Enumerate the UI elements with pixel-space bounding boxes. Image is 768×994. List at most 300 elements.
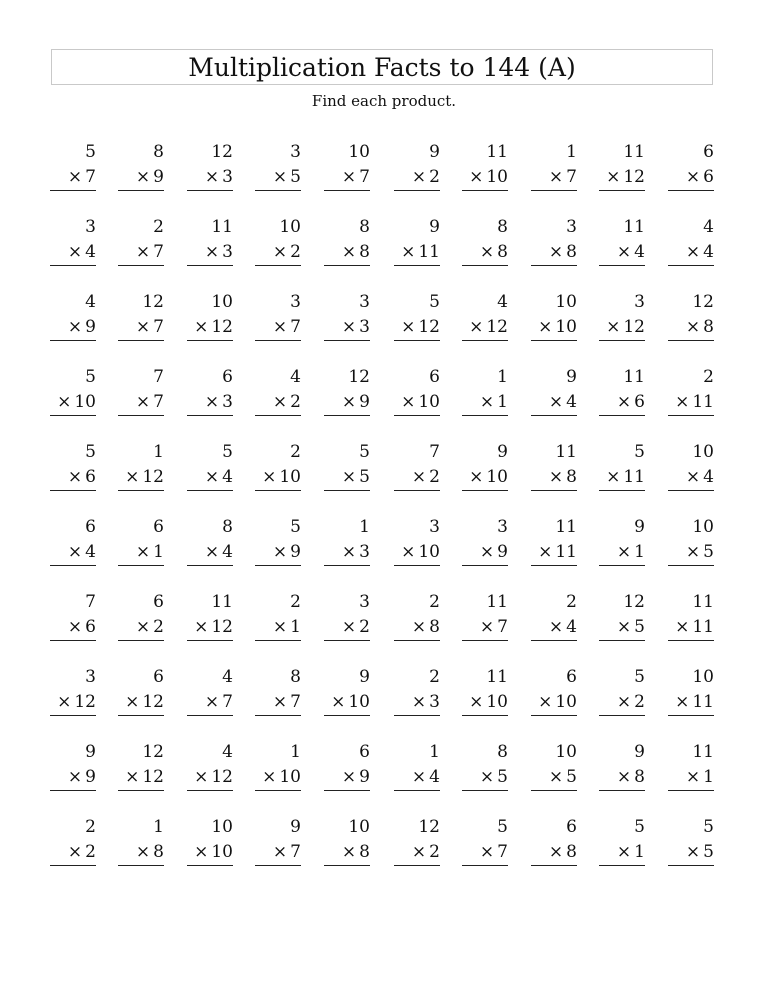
multiply-sign: × <box>341 242 357 262</box>
answer-line <box>255 340 301 341</box>
multiply-sign: × <box>341 617 357 637</box>
problem-bottom-number: 5 <box>634 617 645 637</box>
answer-line <box>668 265 714 266</box>
answer-line <box>531 790 577 791</box>
problem-bottom-number: 1 <box>290 617 301 637</box>
problem-bottom-number: 7 <box>290 692 301 712</box>
answer-line <box>324 340 370 341</box>
answer-line <box>668 865 714 866</box>
multiply-sign: × <box>125 692 140 712</box>
problem-bottom-number: 10 <box>486 692 508 712</box>
multiply-sign: × <box>341 542 357 562</box>
multiply-sign: × <box>272 617 288 637</box>
multiply-sign: × <box>469 467 484 487</box>
problem-bottom-number: 7 <box>290 317 301 337</box>
problem-bottom-number: 9 <box>359 767 370 787</box>
answer-line <box>187 565 233 566</box>
multiply-sign: × <box>341 767 357 787</box>
problem-top-number: 4 <box>222 742 233 762</box>
problem-top-number: 1 <box>566 142 577 162</box>
problem-bottom-row <box>187 467 233 487</box>
answer-line <box>255 715 301 716</box>
problem-bottom-number: 8 <box>359 842 370 862</box>
problem-bottom-number: 4 <box>566 392 577 412</box>
problem-bottom-row <box>599 842 645 862</box>
problem-top-number: 10 <box>211 817 233 837</box>
problem-bottom-number: 2 <box>290 392 301 412</box>
answer-line <box>668 790 714 791</box>
problem-bottom-row <box>462 692 508 712</box>
problem-bottom-number: 5 <box>703 842 714 862</box>
answer-line <box>50 715 96 716</box>
multiply-sign: × <box>548 167 564 187</box>
problem-bottom-number: 7 <box>222 692 233 712</box>
answer-line <box>50 415 96 416</box>
problem-bottom-row <box>50 542 96 562</box>
answer-line <box>118 715 164 716</box>
answer-line <box>394 640 440 641</box>
problem-bottom-row <box>50 317 96 337</box>
multiply-sign: × <box>135 542 151 562</box>
problem-top-number: 1 <box>497 367 508 387</box>
answer-line <box>599 190 645 191</box>
problem-top-number: 12 <box>348 367 370 387</box>
problem-bottom-number: 3 <box>429 692 440 712</box>
multiply-sign: × <box>204 692 220 712</box>
problem-bottom-number: 9 <box>359 392 370 412</box>
answer-line <box>50 790 96 791</box>
problem-bottom-number: 12 <box>74 692 96 712</box>
problem-bottom-row <box>50 767 96 787</box>
multiply-sign: × <box>606 317 621 337</box>
multiply-sign: × <box>469 317 484 337</box>
problem-top-number: 2 <box>566 592 577 612</box>
multiply-sign: × <box>616 542 632 562</box>
problem-bottom-row <box>255 317 301 337</box>
multiply-sign: × <box>67 167 83 187</box>
problem-bottom-number: 12 <box>486 317 508 337</box>
problem-bottom-row <box>462 392 508 412</box>
problem-bottom-number: 7 <box>290 842 301 862</box>
answer-line <box>668 190 714 191</box>
problem-top-number: 5 <box>634 667 645 687</box>
multiply-sign: × <box>272 167 288 187</box>
problem-bottom-number: 1 <box>703 767 714 787</box>
multiply-sign: × <box>411 467 427 487</box>
answer-line <box>118 190 164 191</box>
multiply-sign: × <box>262 467 277 487</box>
multiply-sign: × <box>616 617 632 637</box>
multiply-sign: × <box>272 317 288 337</box>
problem-bottom-row <box>324 692 370 712</box>
problem-top-number: 10 <box>348 142 370 162</box>
answer-line <box>531 715 577 716</box>
problem-bottom-row <box>118 167 164 187</box>
multiply-sign: × <box>685 167 701 187</box>
page-title: Multiplication Facts to 144 (A) <box>188 52 576 82</box>
multiply-sign: × <box>479 242 495 262</box>
problem-bottom-row <box>255 392 301 412</box>
answer-line <box>324 790 370 791</box>
problem-bottom-row <box>668 392 714 412</box>
problem-top-number: 11 <box>486 667 508 687</box>
problem-bottom-row <box>187 392 233 412</box>
problem-top-number: 1 <box>359 517 370 537</box>
multiply-sign: × <box>479 392 495 412</box>
problem-top-number: 10 <box>279 217 301 237</box>
multiply-sign: × <box>272 392 288 412</box>
multiply-sign: × <box>675 392 690 412</box>
multiply-sign: × <box>548 467 564 487</box>
problem-bottom-number: 10 <box>486 167 508 187</box>
problem-top-number: 2 <box>290 442 301 462</box>
answer-line <box>531 640 577 641</box>
problem-bottom-number: 10 <box>555 692 577 712</box>
answer-line <box>599 565 645 566</box>
problem-bottom-row <box>187 317 233 337</box>
problem-bottom-row <box>187 617 233 637</box>
answer-line <box>187 790 233 791</box>
problem-top-number: 5 <box>497 817 508 837</box>
problem-bottom-row <box>187 542 233 562</box>
problem-bottom-row <box>50 692 96 712</box>
problem-top-number: 2 <box>429 592 440 612</box>
problem-bottom-row <box>50 167 96 187</box>
answer-line <box>324 415 370 416</box>
answer-line <box>187 865 233 866</box>
answer-line <box>531 190 577 191</box>
answer-line <box>462 190 508 191</box>
multiply-sign: × <box>194 317 209 337</box>
problem-top-number: 6 <box>429 367 440 387</box>
answer-line <box>50 490 96 491</box>
multiply-sign: × <box>479 617 495 637</box>
problem-bottom-row <box>394 317 440 337</box>
problem-bottom-number: 4 <box>566 617 577 637</box>
problem-top-number: 1 <box>153 442 164 462</box>
multiply-sign: × <box>135 842 151 862</box>
problem-bottom-row <box>118 242 164 262</box>
answer-line <box>187 415 233 416</box>
answer-line <box>531 490 577 491</box>
problem-bottom-number: 7 <box>153 392 164 412</box>
problem-bottom-row <box>255 167 301 187</box>
problem-top-number: 8 <box>290 667 301 687</box>
problem-bottom-row <box>187 167 233 187</box>
multiply-sign: × <box>272 842 288 862</box>
answer-line <box>255 190 301 191</box>
multiply-sign: × <box>204 542 220 562</box>
problem-bottom-number: 2 <box>359 617 370 637</box>
problem-bottom-row <box>462 767 508 787</box>
problem-top-number: 3 <box>634 292 645 312</box>
problem-bottom-number: 7 <box>497 617 508 637</box>
problem-bottom-number: 6 <box>634 392 645 412</box>
problem-bottom-number: 5 <box>566 767 577 787</box>
multiply-sign: × <box>616 692 632 712</box>
problem-bottom-row <box>599 767 645 787</box>
problem-bottom-number: 7 <box>153 242 164 262</box>
multiply-sign: × <box>548 617 564 637</box>
problem-top-number: 10 <box>692 517 714 537</box>
problem-bottom-row <box>668 542 714 562</box>
problem-top-number: 9 <box>290 817 301 837</box>
problem-bottom-row <box>668 692 714 712</box>
multiply-sign: × <box>548 842 564 862</box>
problem-bottom-number: 7 <box>359 167 370 187</box>
multiply-sign: × <box>272 692 288 712</box>
answer-line <box>531 415 577 416</box>
problem-bottom-number: 3 <box>222 242 233 262</box>
answer-line <box>599 640 645 641</box>
problem-bottom-number: 6 <box>85 467 96 487</box>
answer-line <box>394 415 440 416</box>
problem-bottom-number: 6 <box>703 167 714 187</box>
problem-bottom-number: 12 <box>623 167 645 187</box>
problem-bottom-row <box>394 242 440 262</box>
problem-bottom-number: 12 <box>623 317 645 337</box>
problem-bottom-number: 10 <box>279 467 301 487</box>
problem-top-number: 3 <box>359 592 370 612</box>
multiply-sign: × <box>125 767 140 787</box>
answer-line <box>255 415 301 416</box>
answer-line <box>50 190 96 191</box>
multiply-sign: × <box>331 692 346 712</box>
multiply-sign: × <box>675 692 690 712</box>
problem-bottom-number: 2 <box>429 467 440 487</box>
multiply-sign: × <box>685 467 701 487</box>
instructions: Find each product. <box>311 92 457 110</box>
problem-top-number: 3 <box>497 517 508 537</box>
answer-line <box>462 790 508 791</box>
problem-bottom-row <box>118 542 164 562</box>
problem-bottom-number: 8 <box>429 617 440 637</box>
multiply-sign: × <box>606 467 621 487</box>
problem-top-number: 12 <box>692 292 714 312</box>
problem-bottom-number: 4 <box>85 542 96 562</box>
problem-bottom-row <box>255 242 301 262</box>
problem-bottom-row <box>324 467 370 487</box>
answer-line <box>668 565 714 566</box>
problem-top-number: 3 <box>85 217 96 237</box>
answer-line <box>187 265 233 266</box>
multiply-sign: × <box>616 242 632 262</box>
problem-top-number: 3 <box>85 667 96 687</box>
multiply-sign: × <box>548 242 564 262</box>
answer-line <box>599 415 645 416</box>
problem-top-number: 3 <box>429 517 440 537</box>
problem-top-number: 10 <box>555 742 577 762</box>
problem-top-number: 8 <box>497 217 508 237</box>
problem-bottom-number: 4 <box>222 467 233 487</box>
multiply-sign: × <box>67 242 83 262</box>
answer-line <box>668 415 714 416</box>
problem-top-number: 3 <box>290 142 301 162</box>
problem-bottom-row <box>531 692 577 712</box>
multiply-sign: × <box>67 617 83 637</box>
problem-bottom-number: 8 <box>634 767 645 787</box>
multiply-sign: × <box>57 392 72 412</box>
problem-top-number: 6 <box>222 367 233 387</box>
problem-top-number: 12 <box>623 592 645 612</box>
problem-top-number: 6 <box>703 142 714 162</box>
problem-bottom-row <box>668 317 714 337</box>
multiply-sign: × <box>341 317 357 337</box>
multiply-sign: × <box>341 392 357 412</box>
problem-top-number: 11 <box>623 367 645 387</box>
problem-bottom-number: 10 <box>418 542 440 562</box>
answer-line <box>324 565 370 566</box>
answer-line <box>187 640 233 641</box>
answer-line <box>462 640 508 641</box>
answer-line <box>255 265 301 266</box>
problem-bottom-number: 8 <box>566 842 577 862</box>
problem-top-number: 6 <box>153 592 164 612</box>
problem-top-number: 6 <box>153 517 164 537</box>
multiply-sign: × <box>411 167 427 187</box>
problem-top-number: 8 <box>222 517 233 537</box>
multiply-sign: × <box>67 542 83 562</box>
problem-bottom-number: 12 <box>142 467 164 487</box>
answer-line <box>50 340 96 341</box>
answer-line <box>394 265 440 266</box>
problem-top-number: 5 <box>634 817 645 837</box>
problem-top-number: 6 <box>153 667 164 687</box>
multiply-sign: × <box>548 392 564 412</box>
problem-bottom-row <box>462 842 508 862</box>
multiply-sign: × <box>401 542 416 562</box>
problem-bottom-row <box>118 617 164 637</box>
problem-top-number: 4 <box>85 292 96 312</box>
problem-bottom-row <box>531 242 577 262</box>
answer-line <box>668 715 714 716</box>
problem-top-number: 5 <box>85 442 96 462</box>
problem-bottom-row <box>394 767 440 787</box>
problem-bottom-row <box>118 467 164 487</box>
problem-bottom-number: 2 <box>429 167 440 187</box>
problem-bottom-number: 5 <box>290 167 301 187</box>
answer-line <box>462 265 508 266</box>
answer-line <box>255 790 301 791</box>
problem-bottom-row <box>255 467 301 487</box>
problem-bottom-number: 8 <box>497 242 508 262</box>
problem-top-number: 8 <box>359 217 370 237</box>
problem-bottom-number: 10 <box>74 392 96 412</box>
multiply-sign: × <box>616 767 632 787</box>
answer-line <box>462 715 508 716</box>
problem-bottom-number: 3 <box>222 392 233 412</box>
problem-bottom-number: 10 <box>348 692 370 712</box>
problem-bottom-row <box>531 167 577 187</box>
problem-bottom-row <box>324 767 370 787</box>
answer-line <box>394 190 440 191</box>
answer-line <box>50 565 96 566</box>
problem-bottom-number: 12 <box>142 767 164 787</box>
problem-bottom-number: 9 <box>290 542 301 562</box>
problem-top-number: 9 <box>85 742 96 762</box>
problem-bottom-row <box>255 692 301 712</box>
multiply-sign: × <box>194 842 209 862</box>
multiply-sign: × <box>685 542 701 562</box>
problem-bottom-row <box>50 242 96 262</box>
answer-line <box>255 865 301 866</box>
answer-line <box>599 265 645 266</box>
problem-bottom-row <box>462 167 508 187</box>
answer-line <box>462 415 508 416</box>
multiply-sign: × <box>479 842 495 862</box>
problem-bottom-number: 4 <box>703 467 714 487</box>
multiply-sign: × <box>204 167 220 187</box>
answer-line <box>394 865 440 866</box>
problem-bottom-row <box>50 392 96 412</box>
problem-top-number: 9 <box>634 517 645 537</box>
problem-bottom-row <box>599 467 645 487</box>
answer-line <box>531 340 577 341</box>
problem-top-number: 11 <box>623 217 645 237</box>
problem-bottom-row <box>531 317 577 337</box>
multiply-sign: × <box>411 767 427 787</box>
problem-bottom-number: 12 <box>211 617 233 637</box>
problem-bottom-row <box>668 167 714 187</box>
problem-top-number: 11 <box>486 142 508 162</box>
multiply-sign: × <box>606 167 621 187</box>
problem-bottom-number: 1 <box>497 392 508 412</box>
multiply-sign: × <box>67 842 83 862</box>
multiply-sign: × <box>194 767 209 787</box>
problem-bottom-row <box>531 392 577 412</box>
answer-line <box>324 865 370 866</box>
answer-line <box>187 340 233 341</box>
answer-line <box>531 265 577 266</box>
problem-bottom-number: 7 <box>497 842 508 862</box>
problem-bottom-row <box>462 317 508 337</box>
multiply-sign: × <box>538 692 553 712</box>
problem-bottom-row <box>324 317 370 337</box>
problem-bottom-number: 4 <box>222 542 233 562</box>
problem-bottom-row <box>531 767 577 787</box>
multiply-sign: × <box>469 692 484 712</box>
problem-top-number: 4 <box>497 292 508 312</box>
problem-bottom-number: 11 <box>418 242 440 262</box>
multiply-sign: × <box>341 167 357 187</box>
multiply-sign: × <box>272 542 288 562</box>
answer-line <box>118 415 164 416</box>
answer-line <box>324 640 370 641</box>
problem-bottom-row <box>324 542 370 562</box>
problem-top-number: 10 <box>555 292 577 312</box>
problem-bottom-row <box>599 167 645 187</box>
multiply-sign: × <box>57 692 72 712</box>
problem-bottom-number: 9 <box>497 542 508 562</box>
multiply-sign: × <box>479 767 495 787</box>
answer-line <box>255 490 301 491</box>
multiply-sign: × <box>341 467 357 487</box>
multiply-sign: × <box>685 767 701 787</box>
problem-bottom-number: 11 <box>555 542 577 562</box>
problem-bottom-row <box>50 842 96 862</box>
answer-line <box>50 865 96 866</box>
answer-line <box>50 265 96 266</box>
problem-bottom-row <box>599 317 645 337</box>
answer-line <box>599 715 645 716</box>
problem-top-number: 6 <box>85 517 96 537</box>
problem-bottom-row <box>394 467 440 487</box>
answer-line <box>668 340 714 341</box>
problem-bottom-row <box>324 392 370 412</box>
answer-line <box>118 640 164 641</box>
multiply-sign: × <box>538 542 553 562</box>
problem-bottom-row <box>394 842 440 862</box>
